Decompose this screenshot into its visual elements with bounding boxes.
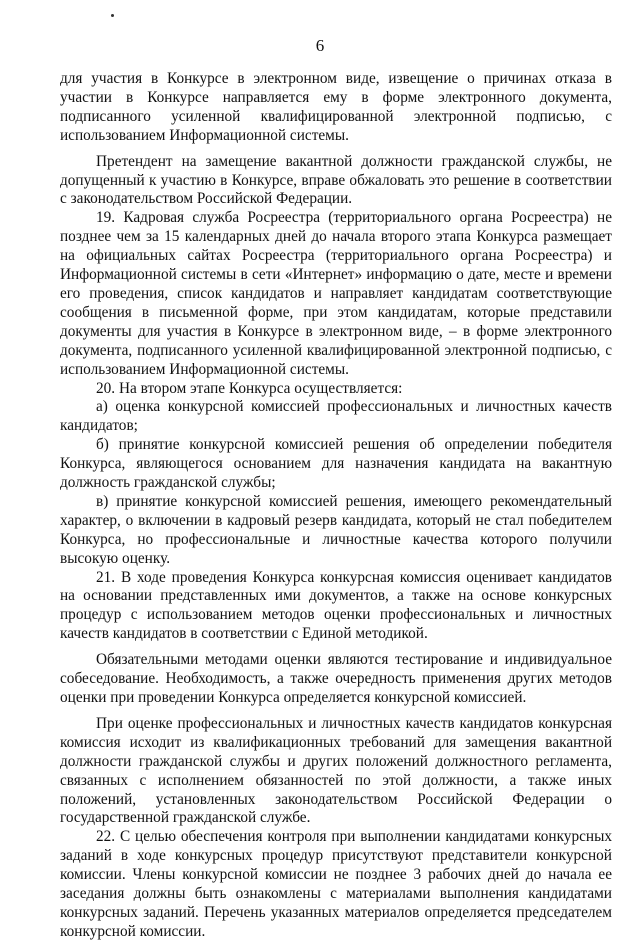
paragraph-appeal: Претендент на замещение вакантной должности гражданской службы, не допущенный к участию в Конкурсе, вправе обжаловать это решение в соответствии с законодательством Российской Федерации. xyxy=(60,152,612,208)
paragraph-20: 20. На втором этапе Конкурса осуществляется: xyxy=(96,379,403,397)
scan-speck xyxy=(111,14,114,17)
page-number: 6 xyxy=(315,36,325,55)
document-body xyxy=(60,70,612,942)
paragraph-21: 21. В ходе проведения Конкурса конкурсная комиссия оценивает кандидатов на основании представленных ими документов, а также на основе конкурсных процедур с использованием методов оценки профессиональных и личностных качеств кандидатов в соответствии с Единой методикой. xyxy=(60,568,612,643)
paragraph-20-c: в) принятие конкурсной комиссией решения, имеющего рекомендательный характер, о включении в кадровый резерв кандидата, который не стал победителем Конкурса, но профессиональные и личностные качества которого получили высокую оценку. xyxy=(60,492,612,567)
paragraph-assessment: При оценке профессиональных и личностных качеств кандидатов конкурсная комиссия исходит из квалификационных требований для замещения вакантной должности гражданской службы и других положений должностного регламента, связанных с исполнением обязанностей по этой должности, а также иных положений, установленных законодательством Российской Федерации о государственной гражданской службе. xyxy=(60,714,612,827)
paragraph-methods: Обязательными методами оценки являются тестирование и индивидуальное собеседование. Необходимость, а также очередность применения других методов оценки при проведении Конкурса определяется конкурсной комиссией. xyxy=(60,651,612,706)
paragraph-continuation: для участия в Конкурсе в электронном виде, извещение о причинах отказа в участии в Конкурсе направляется ему в форме электронного документа, подписанного усиленной квалифицированной электронной подписью, с использованием Информационной системы. xyxy=(60,70,612,144)
paragraph-19: 19. Кадровая служба Росреестра (территориального органа Росреестра) не позднее чем за 15 календарных дней до начала второго этапа Конкурса размещает на официальных сайтах Росреестра (территориального органа Росреестра) и Информационной системы в сети «Интернет» информацию о дате, месте и времени его проведения, список кандидатов и направляет кандидатам соответствующие сообщения в письменной форме, при этом кандидатам, которые представили документы для участия в Конкурсе в электронном виде, – в форме электронного документа, подписанного усиленной квалифицированной электронной подписью, с использованием Информационной системы. xyxy=(60,209,612,378)
paragraph-20-b: б) принятие конкурсной комиссией решения об определении победителя Конкурса, являющегося основанием для назначения кандидата на вакантную должность гражданской службы; xyxy=(60,436,612,492)
paragraph-22: 22. С целью обеспечения контроля при выполнении кандидатами конкурсных заданий в ходе конкурсных процедур присутствуют представители конкурсной комиссии. Члены конкурсной комиссии не позднее 3 рабочих дней до начала ее заседания должны быть ознакомлены с материалами выполнения кандидатами конкурсных заданий. Перечень указанных материалов определяется председателем конкурсной комиссии. xyxy=(60,828,612,940)
paragraph-20-a: а) оценка конкурсной комиссией профессиональных и личностных качеств кандидатов; xyxy=(60,398,612,435)
